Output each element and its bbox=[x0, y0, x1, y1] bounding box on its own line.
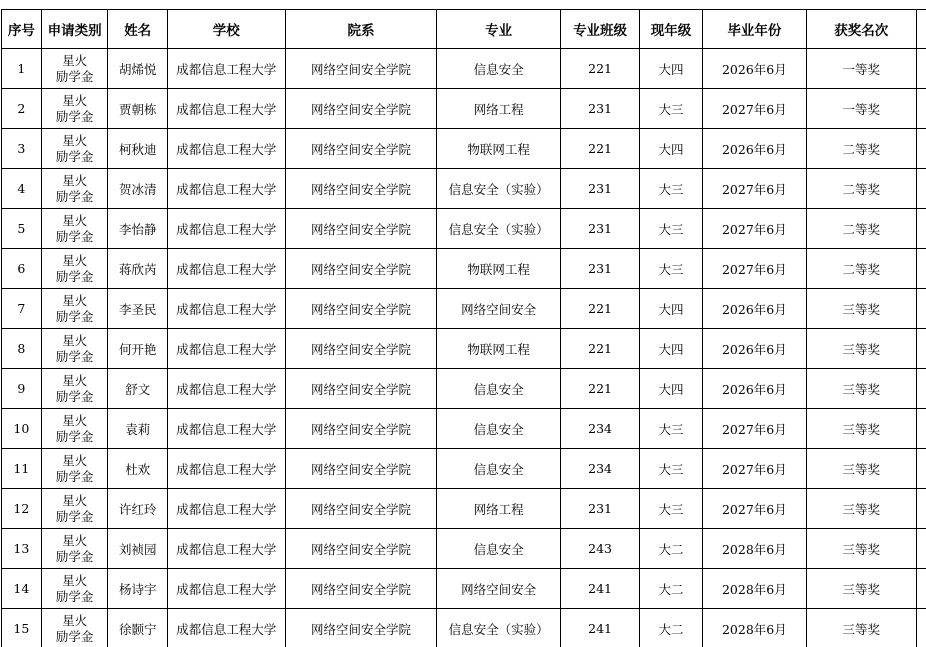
cell-application-type-line1: 星火 bbox=[62, 612, 88, 628]
cell-graduation[interactable]: 2027年6月 bbox=[702, 89, 806, 129]
cell-grade[interactable]: 大二 bbox=[640, 569, 703, 609]
cell-grade[interactable]: 大二 bbox=[640, 609, 703, 647]
cell-award[interactable]: 一等奖 bbox=[806, 49, 916, 89]
cell-major[interactable]: 信息安全（实验） bbox=[437, 609, 560, 647]
header-application-type[interactable]: 申请类别 bbox=[41, 10, 108, 49]
cell-grade[interactable]: 大四 bbox=[640, 369, 703, 409]
cell-grade[interactable]: 大四 bbox=[640, 49, 703, 89]
cell-graduation[interactable]: 2027年6月 bbox=[702, 489, 806, 529]
cell-school[interactable]: 成都信息工程大学 bbox=[167, 249, 285, 289]
cell-overflow[interactable] bbox=[916, 129, 926, 169]
cell-index[interactable]: 5 bbox=[2, 209, 42, 249]
cell-application-type-line2: 励学金 bbox=[55, 468, 94, 484]
cell-award[interactable]: 三等奖 bbox=[806, 289, 916, 329]
table-row bbox=[2, 409, 926, 449]
cell-grade[interactable]: 大三 bbox=[640, 449, 703, 489]
table-row bbox=[2, 569, 926, 609]
cell-department[interactable]: 网络空间安全学院 bbox=[285, 89, 437, 129]
table-row bbox=[2, 489, 926, 529]
cell-index[interactable]: 6 bbox=[2, 249, 42, 289]
header-major[interactable]: 专业 bbox=[437, 10, 560, 49]
table-row bbox=[2, 329, 926, 369]
cell-name[interactable]: 李圣民 bbox=[108, 289, 168, 329]
cell-graduation[interactable]: 2027年6月 bbox=[702, 209, 806, 249]
cell-grade[interactable]: 大二 bbox=[640, 529, 703, 569]
cell-school[interactable]: 成都信息工程大学 bbox=[167, 489, 285, 529]
cell-application-type-line1: 星火 bbox=[62, 372, 88, 388]
cell-graduation[interactable]: 2027年6月 bbox=[702, 249, 806, 289]
cell-overflow[interactable] bbox=[916, 449, 926, 489]
cell-class[interactable]: 234 bbox=[560, 449, 639, 489]
cell-application-type[interactable] bbox=[41, 49, 108, 89]
cell-application-type[interactable] bbox=[41, 289, 108, 329]
cell-grade[interactable]: 大四 bbox=[640, 129, 703, 169]
cell-name[interactable]: 刘祯园 bbox=[108, 529, 168, 569]
cell-overflow[interactable] bbox=[916, 89, 926, 129]
cell-index[interactable]: 2 bbox=[2, 89, 42, 129]
cell-major[interactable]: 信息安全 bbox=[437, 409, 560, 449]
cell-department[interactable]: 网络空间安全学院 bbox=[285, 329, 437, 369]
cell-name[interactable]: 李怡静 bbox=[108, 209, 168, 249]
cell-index[interactable]: 10 bbox=[2, 409, 42, 449]
cell-application-type-line1: 星火 bbox=[62, 572, 88, 588]
cell-major[interactable]: 物联网工程 bbox=[437, 249, 560, 289]
table-row bbox=[2, 49, 926, 89]
header-department[interactable]: 院系 bbox=[285, 10, 437, 49]
cell-application-type-line1: 星火 bbox=[62, 52, 88, 68]
cell-index[interactable]: 4 bbox=[2, 169, 42, 209]
cell-award[interactable]: 二等奖 bbox=[806, 169, 916, 209]
table-row bbox=[2, 89, 926, 129]
cell-application-type-line2: 励学金 bbox=[55, 308, 94, 324]
table-row bbox=[2, 529, 926, 569]
cell-major[interactable]: 网络工程 bbox=[437, 489, 560, 529]
cell-school[interactable]: 成都信息工程大学 bbox=[167, 129, 285, 169]
cell-major[interactable]: 网络工程 bbox=[437, 89, 560, 129]
cell-name[interactable]: 贺冰清 bbox=[108, 169, 168, 209]
cell-index[interactable]: 1 bbox=[2, 49, 42, 89]
cell-grade[interactable]: 大三 bbox=[640, 89, 703, 129]
cell-department[interactable]: 网络空间安全学院 bbox=[285, 209, 437, 249]
cell-application-type-line1: 星火 bbox=[62, 412, 88, 428]
cell-overflow[interactable] bbox=[916, 569, 926, 609]
header-class[interactable]: 专业班级 bbox=[560, 10, 639, 49]
cell-index[interactable]: 14 bbox=[2, 569, 42, 609]
cell-name[interactable]: 许红玲 bbox=[108, 489, 168, 529]
cell-class[interactable]: 221 bbox=[560, 129, 639, 169]
cell-school[interactable]: 成都信息工程大学 bbox=[167, 609, 285, 647]
cell-graduation[interactable]: 2027年6月 bbox=[702, 409, 806, 449]
cell-application-type-line2: 励学金 bbox=[55, 348, 94, 364]
cell-application-type-line1: 星火 bbox=[62, 92, 88, 108]
cell-index[interactable]: 15 bbox=[2, 609, 42, 647]
cell-name[interactable]: 柯秋迪 bbox=[108, 129, 168, 169]
cell-award[interactable]: 一等奖 bbox=[806, 89, 916, 129]
cell-school[interactable]: 成都信息工程大学 bbox=[167, 289, 285, 329]
cell-award[interactable]: 二等奖 bbox=[806, 129, 916, 169]
cell-class[interactable]: 231 bbox=[560, 209, 639, 249]
cell-class[interactable]: 231 bbox=[560, 249, 639, 289]
cell-index[interactable]: 7 bbox=[2, 289, 42, 329]
cell-graduation[interactable]: 2026年6月 bbox=[702, 289, 806, 329]
cell-overflow[interactable] bbox=[916, 249, 926, 289]
cell-major[interactable]: 网络空间安全 bbox=[437, 289, 560, 329]
cell-graduation[interactable]: 2026年6月 bbox=[702, 49, 806, 89]
cell-class[interactable]: 221 bbox=[560, 49, 639, 89]
cell-department[interactable]: 网络空间安全学院 bbox=[285, 289, 437, 329]
cell-major[interactable]: 信息安全 bbox=[437, 529, 560, 569]
cell-application-type-line2: 励学金 bbox=[55, 588, 94, 604]
cell-grade[interactable]: 大四 bbox=[640, 289, 703, 329]
cell-grade[interactable]: 大三 bbox=[640, 249, 703, 289]
cell-index[interactable]: 3 bbox=[2, 129, 42, 169]
cell-major[interactable]: 信息安全（实验） bbox=[437, 209, 560, 249]
cell-major[interactable]: 物联网工程 bbox=[437, 129, 560, 169]
cell-school[interactable]: 成都信息工程大学 bbox=[167, 569, 285, 609]
cell-application-type[interactable] bbox=[41, 209, 108, 249]
cell-overflow[interactable] bbox=[916, 169, 926, 209]
cell-application-type-line2: 励学金 bbox=[55, 628, 94, 644]
cell-graduation[interactable]: 2028年6月 bbox=[702, 609, 806, 647]
cell-award[interactable]: 三等奖 bbox=[806, 409, 916, 449]
cell-application-type[interactable] bbox=[41, 169, 108, 209]
cell-application-type[interactable] bbox=[41, 449, 108, 489]
cell-department[interactable]: 网络空间安全学院 bbox=[285, 529, 437, 569]
cell-department[interactable]: 网络空间安全学院 bbox=[285, 489, 437, 529]
cell-award[interactable]: 三等奖 bbox=[806, 569, 916, 609]
cell-class[interactable]: 243 bbox=[560, 529, 639, 569]
header-name[interactable]: 姓名 bbox=[108, 10, 168, 49]
cell-school[interactable]: 成都信息工程大学 bbox=[167, 409, 285, 449]
cell-overflow[interactable] bbox=[916, 49, 926, 89]
cell-name[interactable]: 蒋欣芮 bbox=[108, 249, 168, 289]
cell-class[interactable]: 231 bbox=[560, 89, 639, 129]
cell-overflow[interactable] bbox=[916, 369, 926, 409]
table-row bbox=[2, 449, 926, 489]
cell-class[interactable]: 231 bbox=[560, 489, 639, 529]
header-overflow-cell[interactable] bbox=[916, 10, 926, 49]
cell-application-type[interactable] bbox=[41, 369, 108, 409]
cell-school[interactable]: 成都信息工程大学 bbox=[167, 529, 285, 569]
cell-class[interactable]: 241 bbox=[560, 569, 639, 609]
cell-application-type-line2: 励学金 bbox=[55, 228, 94, 244]
cell-school[interactable]: 成都信息工程大学 bbox=[167, 329, 285, 369]
cell-overflow[interactable] bbox=[916, 489, 926, 529]
cell-major[interactable]: 网络空间安全 bbox=[437, 569, 560, 609]
cell-department[interactable]: 网络空间安全学院 bbox=[285, 409, 437, 449]
cell-application-type-line1: 星火 bbox=[62, 132, 88, 148]
cell-application-type[interactable] bbox=[41, 129, 108, 169]
cell-name[interactable]: 徐颢宁 bbox=[108, 609, 168, 647]
cell-graduation[interactable]: 2026年6月 bbox=[702, 369, 806, 409]
cell-school[interactable]: 成都信息工程大学 bbox=[167, 49, 285, 89]
cell-application-type-line1: 星火 bbox=[62, 212, 88, 228]
cell-overflow[interactable] bbox=[916, 329, 926, 369]
cell-application-type-line1: 星火 bbox=[62, 452, 88, 468]
cell-name[interactable]: 贾朝栋 bbox=[108, 89, 168, 129]
cell-department[interactable]: 网络空间安全学院 bbox=[285, 449, 437, 489]
cell-class[interactable]: 231 bbox=[560, 169, 639, 209]
cell-major[interactable]: 信息安全 bbox=[437, 49, 560, 89]
cell-application-type-line2: 励学金 bbox=[55, 148, 94, 164]
cell-overflow[interactable] bbox=[916, 609, 926, 647]
table-row bbox=[2, 129, 926, 169]
cell-application-type[interactable] bbox=[41, 329, 108, 369]
cell-application-type[interactable] bbox=[41, 609, 108, 647]
cell-major[interactable]: 信息安全 bbox=[437, 449, 560, 489]
cell-index[interactable]: 8 bbox=[2, 329, 42, 369]
cell-grade[interactable]: 大四 bbox=[640, 329, 703, 369]
cell-name[interactable]: 舒文 bbox=[108, 369, 168, 409]
cell-department[interactable]: 网络空间安全学院 bbox=[285, 249, 437, 289]
header-award[interactable]: 获奖名次 bbox=[806, 10, 916, 49]
cell-school[interactable]: 成都信息工程大学 bbox=[167, 449, 285, 489]
cell-application-type-line2: 励学金 bbox=[55, 188, 94, 204]
cell-grade[interactable]: 大三 bbox=[640, 209, 703, 249]
cell-school[interactable]: 成都信息工程大学 bbox=[167, 209, 285, 249]
cell-name[interactable]: 杜欢 bbox=[108, 449, 168, 489]
cell-department[interactable]: 网络空间安全学院 bbox=[285, 49, 437, 89]
cell-graduation[interactable]: 2026年6月 bbox=[702, 329, 806, 369]
cell-overflow[interactable] bbox=[916, 209, 926, 249]
cell-grade[interactable]: 大三 bbox=[640, 409, 703, 449]
cell-application-type[interactable] bbox=[41, 249, 108, 289]
cell-class[interactable]: 241 bbox=[560, 609, 639, 647]
cell-application-type-line2: 励学金 bbox=[55, 428, 94, 444]
cell-overflow[interactable] bbox=[916, 529, 926, 569]
cell-school[interactable]: 成都信息工程大学 bbox=[167, 169, 285, 209]
cell-class[interactable]: 221 bbox=[560, 289, 639, 329]
cell-name[interactable]: 胡烯悦 bbox=[108, 49, 168, 89]
table-row bbox=[2, 209, 926, 249]
cell-award[interactable]: 三等奖 bbox=[806, 609, 916, 647]
cell-award[interactable]: 三等奖 bbox=[806, 369, 916, 409]
header-index[interactable]: 序号 bbox=[2, 10, 42, 49]
cell-award[interactable]: 三等奖 bbox=[806, 329, 916, 369]
cell-name[interactable]: 何开艳 bbox=[108, 329, 168, 369]
cell-award[interactable]: 三等奖 bbox=[806, 529, 916, 569]
cell-name[interactable]: 杨诗宇 bbox=[108, 569, 168, 609]
cell-application-type[interactable] bbox=[41, 409, 108, 449]
header-grade[interactable]: 现年级 bbox=[640, 10, 703, 49]
award-list-table bbox=[1, 9, 926, 647]
cell-department[interactable]: 网络空间安全学院 bbox=[285, 129, 437, 169]
cell-graduation[interactable]: 2026年6月 bbox=[702, 129, 806, 169]
cell-index[interactable]: 13 bbox=[2, 529, 42, 569]
header-graduation[interactable]: 毕业年份 bbox=[702, 10, 806, 49]
cell-application-type-line1: 星火 bbox=[62, 252, 88, 268]
table-row bbox=[2, 169, 926, 209]
header-school[interactable]: 学校 bbox=[167, 10, 285, 49]
cell-major[interactable]: 信息安全（实验） bbox=[437, 169, 560, 209]
cell-graduation[interactable]: 2028年6月 bbox=[702, 529, 806, 569]
cell-department[interactable]: 网络空间安全学院 bbox=[285, 609, 437, 647]
cell-grade[interactable]: 大三 bbox=[640, 489, 703, 529]
cell-application-type-line2: 励学金 bbox=[55, 68, 94, 84]
cell-class[interactable]: 221 bbox=[560, 329, 639, 369]
cell-graduation[interactable]: 2027年6月 bbox=[702, 449, 806, 489]
cell-application-type-line1: 星火 bbox=[62, 332, 88, 348]
table-row bbox=[2, 249, 926, 289]
cell-application-type-line1: 星火 bbox=[62, 532, 88, 548]
cell-graduation[interactable]: 2028年6月 bbox=[702, 569, 806, 609]
cell-department[interactable]: 网络空间安全学院 bbox=[285, 169, 437, 209]
cell-award[interactable]: 三等奖 bbox=[806, 489, 916, 529]
table-row bbox=[2, 369, 926, 409]
cell-award[interactable]: 二等奖 bbox=[806, 249, 916, 289]
cell-application-type[interactable] bbox=[41, 489, 108, 529]
table-row bbox=[2, 289, 926, 329]
cell-school[interactable]: 成都信息工程大学 bbox=[167, 369, 285, 409]
cell-application-type-line1: 星火 bbox=[62, 292, 88, 308]
cell-name[interactable]: 袁莉 bbox=[108, 409, 168, 449]
cell-application-type-line2: 励学金 bbox=[55, 508, 94, 524]
cell-major[interactable]: 信息安全 bbox=[437, 369, 560, 409]
table-row bbox=[2, 609, 926, 647]
cell-application-type-line2: 励学金 bbox=[55, 388, 94, 404]
cell-application-type-line1: 星火 bbox=[62, 172, 88, 188]
cell-class[interactable]: 221 bbox=[560, 369, 639, 409]
cell-grade[interactable]: 大三 bbox=[640, 169, 703, 209]
cell-application-type[interactable] bbox=[41, 89, 108, 129]
cell-application-type[interactable] bbox=[41, 569, 108, 609]
cell-index[interactable]: 9 bbox=[2, 369, 42, 409]
cell-graduation[interactable]: 2027年6月 bbox=[702, 169, 806, 209]
cell-department[interactable]: 网络空间安全学院 bbox=[285, 369, 437, 409]
cell-application-type[interactable] bbox=[41, 529, 108, 569]
cell-award[interactable]: 三等奖 bbox=[806, 449, 916, 489]
cell-application-type-line1: 星火 bbox=[62, 492, 88, 508]
cell-school[interactable]: 成都信息工程大学 bbox=[167, 89, 285, 129]
cell-index[interactable]: 12 bbox=[2, 489, 42, 529]
cell-major[interactable]: 物联网工程 bbox=[437, 329, 560, 369]
cell-application-type-line2: 励学金 bbox=[55, 548, 94, 564]
cell-award[interactable]: 二等奖 bbox=[806, 209, 916, 249]
cell-application-type-line2: 励学金 bbox=[55, 108, 94, 124]
cell-department[interactable]: 网络空间安全学院 bbox=[285, 569, 437, 609]
cell-index[interactable]: 11 bbox=[2, 449, 42, 489]
cell-application-type-line2: 励学金 bbox=[55, 268, 94, 284]
cell-overflow[interactable] bbox=[916, 289, 926, 329]
header-row bbox=[2, 10, 926, 49]
cell-class[interactable]: 234 bbox=[560, 409, 639, 449]
cell-overflow[interactable] bbox=[916, 409, 926, 449]
